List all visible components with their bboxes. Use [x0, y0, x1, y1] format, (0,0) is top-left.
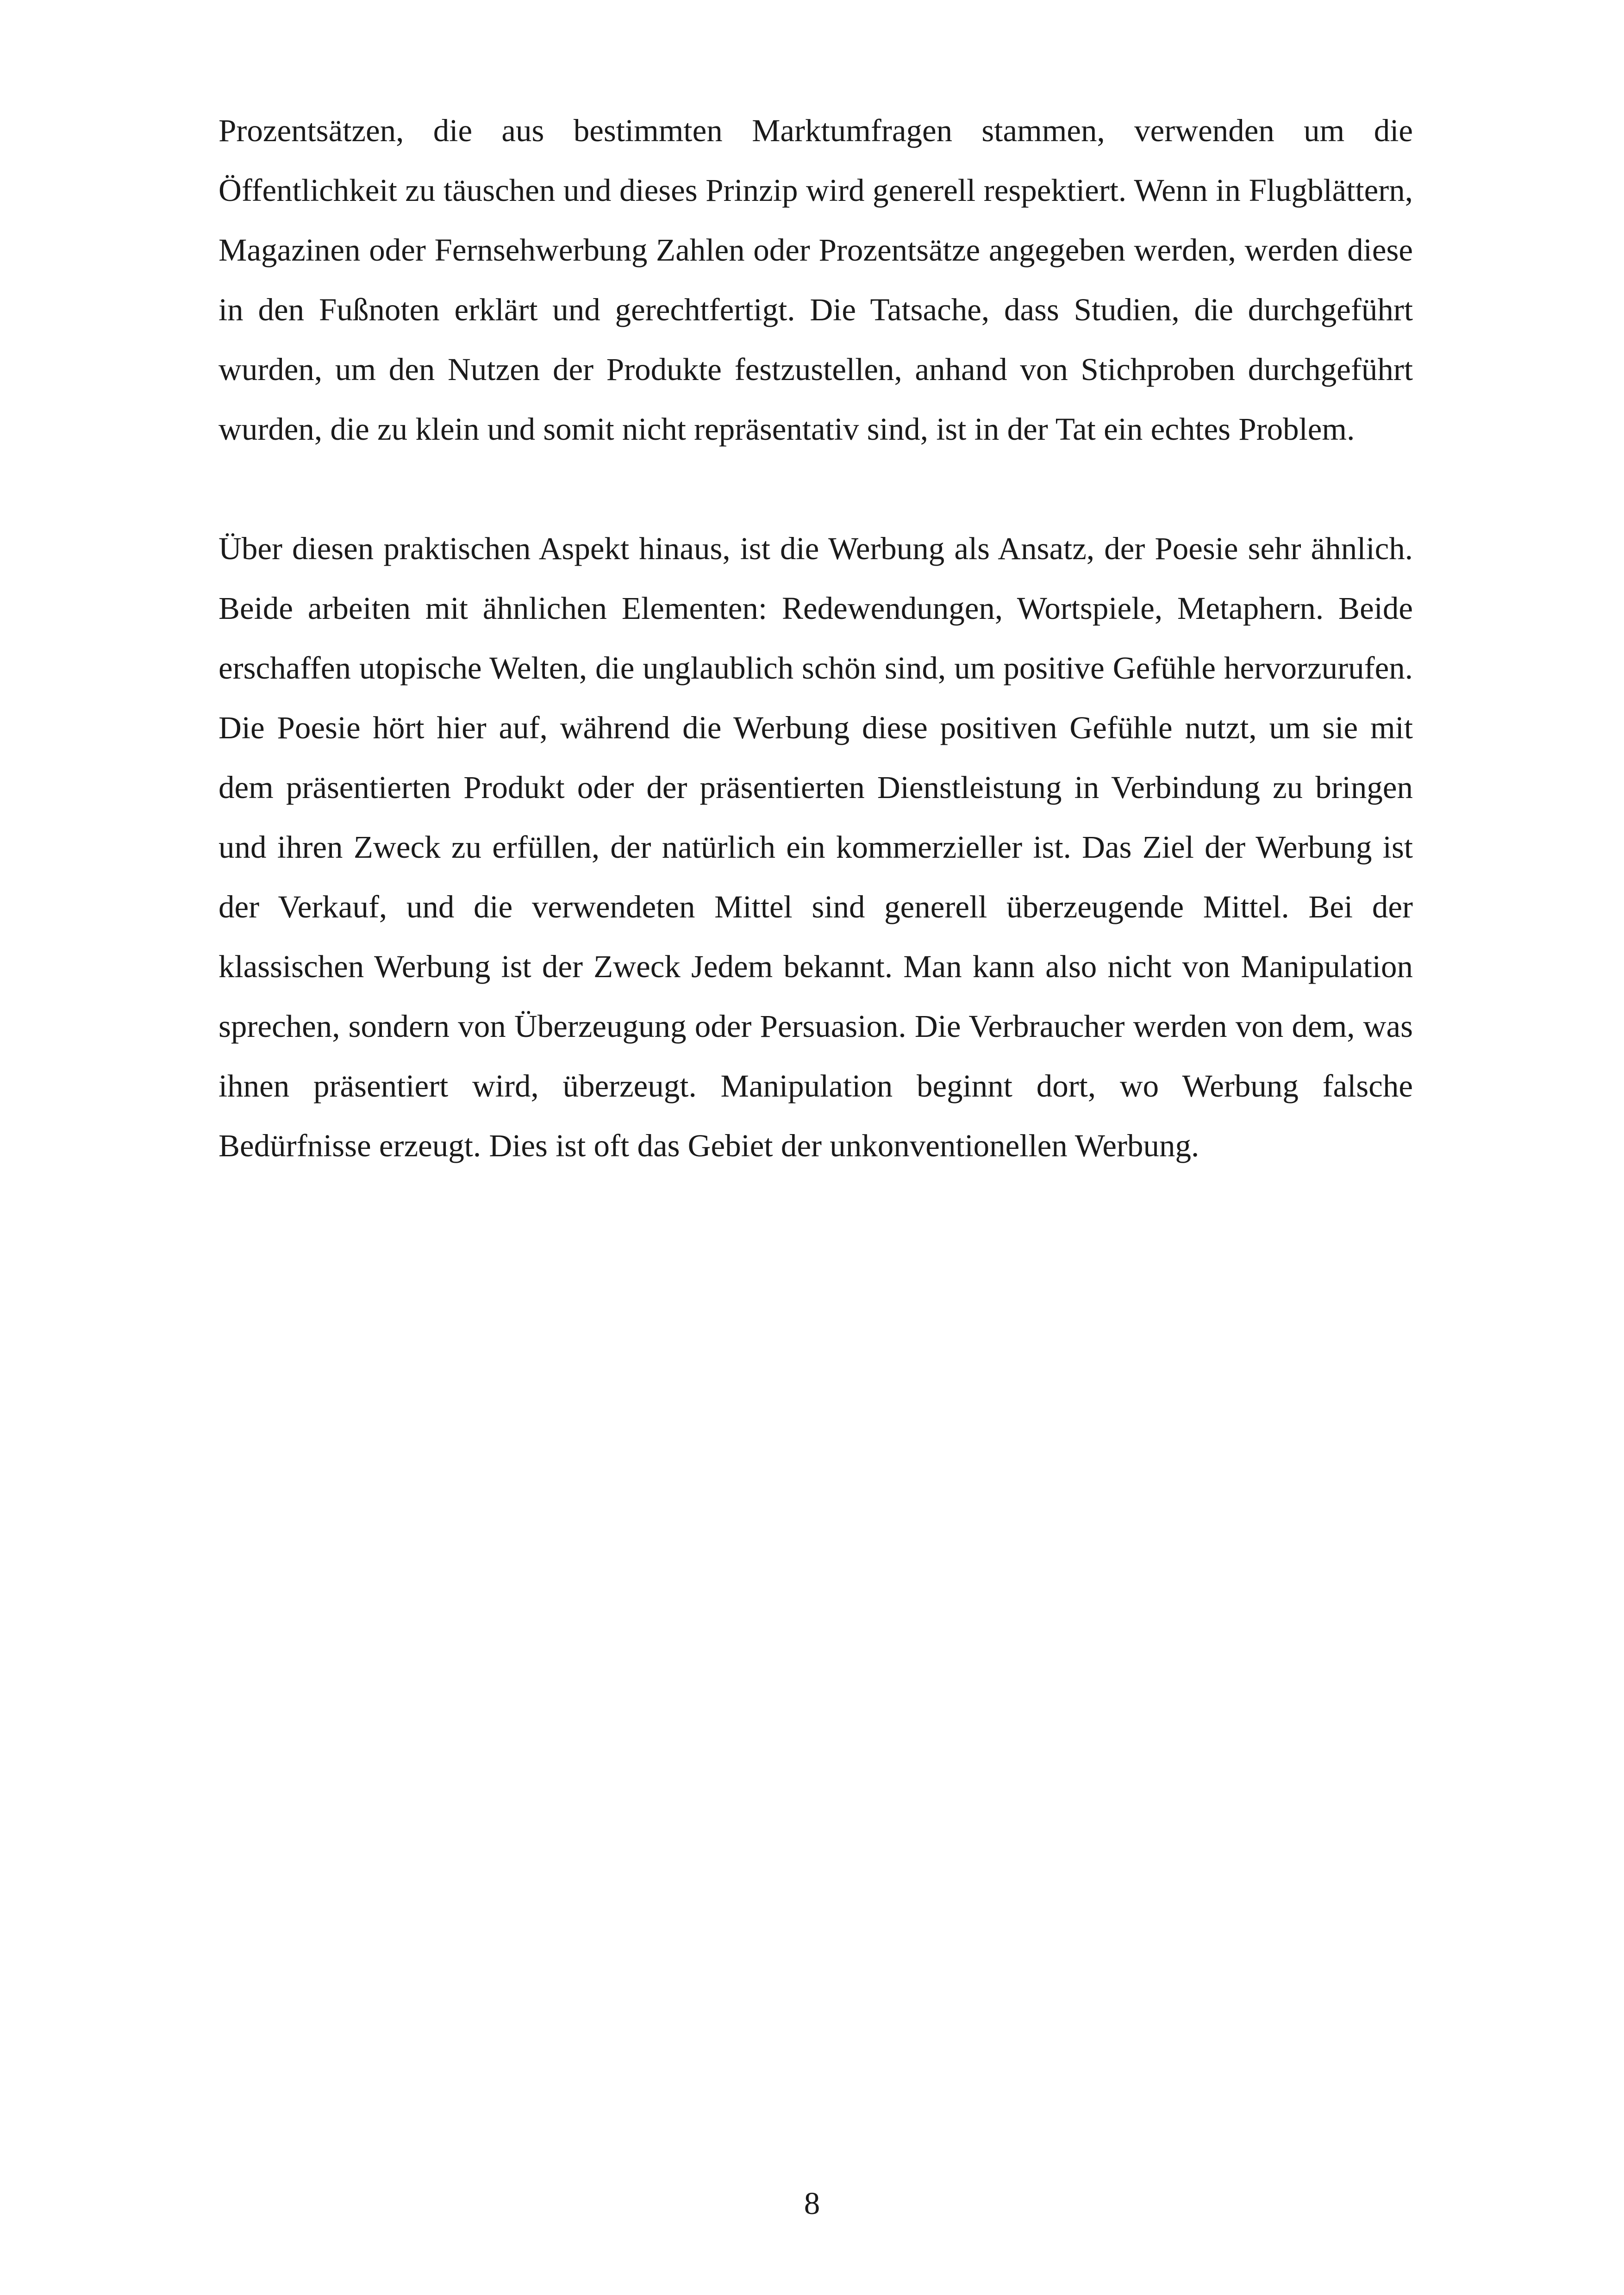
paragraph-2: Über diesen praktischen Aspekt hinaus, ist die Werbung als Ansatz, der Poesie sehr ähnlich. Beide arbeiten mit ähnlichen Elementen: Redewendungen, Wortspiele, Metaphern. Beide erschaffen utopische Welten, die unglaublich schön sind, um positive Gefühle hervorzurufen. Die Poesie hört hier auf, während die Werbung diese positiven Gefühle nutzt, um sie mit dem präsentierten Produkt oder der präsentierten Dienstleistung in Verbindung zu bringen und ihren Zweck zu erfüllen, der natürlich ein kommerzieller ist. Das Ziel der Werbung ist der Verkauf, und die verwendeten Mittel sind generell überzeugende Mittel. Bei der klassischen Werbung ist der Zweck Jedem bekannt. Man kann also nicht von Manipulation sprechen, sondern von Überzeugung oder Persuasion. Die Verbraucher werden von dem, was ihnen präsentiert wird, überzeugt. Manipulation beginnt dort, wo Werbung falsche Bedürfnisse erzeugt. Dies ist oft das Gebiet der unkonventionellen Werbung.	[219, 531, 1413, 1163]
paragraph-1: Prozentsätzen, die aus bestimmten Marktumfragen stammen, verwenden um die Öffentlichkeit zu täuschen und dieses Prinzip wird generell respektiert. Wenn in Flugblättern, Magazinen oder Fernsehwerbung Zahlen oder Prozentsätze angegeben werden, werden diese in den Fußnoten erklärt und gerechtfertigt. Die Tatsache, dass Studien, die durchgeführt wurden, um den Nutzen der Produkte festzustellen, anhand von Stichproben durchgeführt wurden, die zu klein und somit nicht repräsentativ sind, ist in der Tat ein echtes Problem.	[219, 113, 1413, 447]
page-number: 8	[804, 2186, 820, 2221]
body-text	[219, 101, 1413, 1176]
